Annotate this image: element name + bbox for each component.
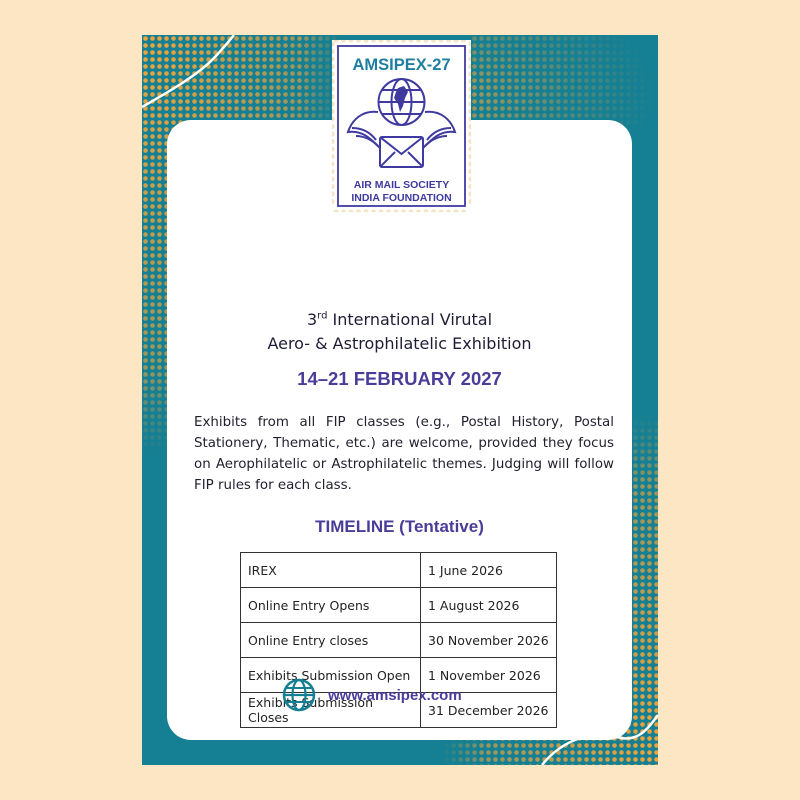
poster	[142, 35, 658, 765]
timeline-event: Exhibits Submission Open	[241, 658, 421, 693]
description: Exhibits from all FIP classes (e.g., Postal History, Postal Stationery, Thematic, etc.) are welcome, provided they focus on Aerophilatelic or Astrophilatelic themes. Judging will follow FIP rules for each class.	[194, 415, 614, 493]
globe-icon	[282, 678, 316, 712]
timeline-title: TIMELINE (Tentative)	[315, 517, 484, 536]
timeline-date: 1 August 2026	[421, 588, 557, 623]
timeline-event: Online Entry Opens	[241, 588, 421, 623]
timeline-date: 1 June 2026	[421, 553, 557, 588]
amsipex-logo-stamp	[332, 40, 471, 212]
logo-society: AIR MAIL SOCIETY	[353, 179, 450, 191]
info-card	[167, 120, 632, 740]
timeline-date: 30 November 2026	[421, 623, 557, 658]
timeline-row	[241, 553, 557, 588]
timeline-event: Exhibits Submission Closes	[241, 693, 421, 728]
event-dates: 14–21 FEBRUARY 2027	[297, 368, 502, 389]
timeline-row	[241, 623, 557, 658]
timeline-event: Online Entry closes	[241, 623, 421, 658]
timeline-date: 1 November 2026	[421, 658, 557, 693]
heading-line-1: 3rd International Virutal	[306, 310, 493, 329]
timeline-event: IREX	[241, 553, 421, 588]
website-link[interactable]	[282, 677, 462, 713]
logo-title: AMSIPEX-27	[352, 56, 451, 74]
website-url[interactable]: www.amsipex.com	[328, 686, 462, 704]
heading-line-2: Aero- & Astrophilatelic Exhibition	[267, 334, 532, 353]
timeline-row	[241, 588, 557, 623]
timeline-date: 31 December 2026	[421, 693, 557, 728]
logo-foundation: INDIA FOUNDATION	[351, 192, 452, 204]
